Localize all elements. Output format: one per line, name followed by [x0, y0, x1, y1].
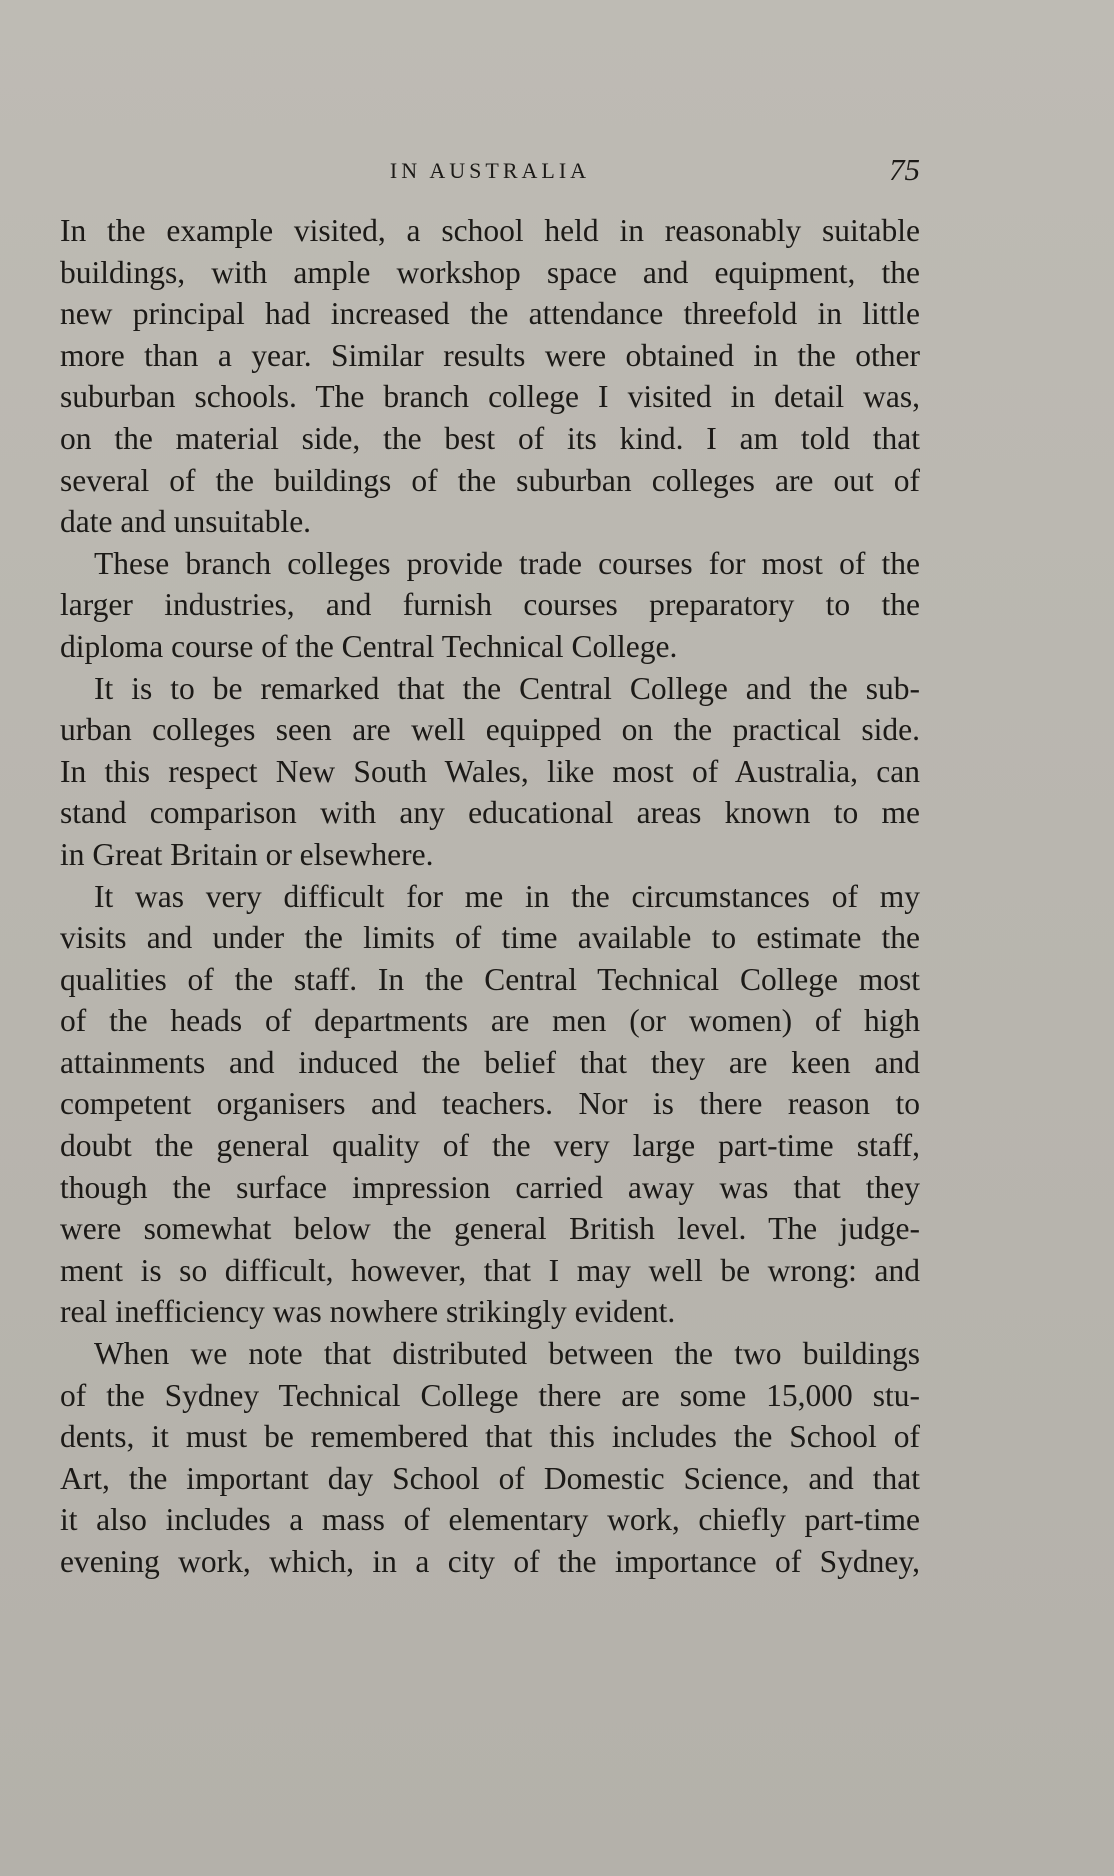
text-line: These branch colleges provide trade courses for most of the [94, 545, 920, 581]
text-line: larger industries, and furnish courses preparatory to the [60, 587, 920, 623]
paragraph-1 [60, 210, 920, 543]
text-line: of the heads of departments are men (or women) of high [60, 1003, 920, 1039]
paragraph-2 [60, 543, 920, 668]
text-line: more than a year. Similar results were obtained in the other [60, 337, 920, 373]
text-line: of the Sydney Technical College there are some 15,000 stu- [60, 1377, 920, 1413]
text-line: When we note that distributed between the two buildings [94, 1336, 920, 1372]
text-line: ment is so difficult, however, that I may well be wrong: and [60, 1252, 920, 1288]
text-line: it also includes a mass of elementary work, chiefly part-time [60, 1502, 920, 1538]
text-line: In the example visited, a school held in reasonably suitable [60, 213, 920, 248]
text-line: date and unsuitable. [60, 504, 312, 540]
text-line: several of the buildings of the suburban colleges are out of [60, 462, 920, 498]
text-line: though the surface impression carried away was that they [60, 1169, 920, 1205]
text-line: buildings, with ample workshop space and equipment, the [60, 254, 920, 290]
paragraph-3 [60, 668, 920, 876]
text-line: stand comparison with any educational areas known to me [60, 795, 920, 831]
text-line: in Great Britain or elsewhere. [60, 836, 434, 872]
text-line: It is to be remarked that the Central College and the sub- [94, 670, 920, 706]
text-line: It was very difficult for me in the circumstances of my [94, 878, 920, 914]
page-number: 75 [889, 152, 920, 187]
text-line: new principal had increased the attendance threefold in little [60, 296, 920, 332]
text-line: evening work, which, in a city of the importance of Sydney, [60, 1544, 920, 1579]
text-line: doubt the general quality of the very large part-time staff, [60, 1128, 920, 1164]
text-line: were somewhat below the general British level. The judge- [60, 1211, 920, 1247]
text-line: Art, the important day School of Domestic Science, and that [60, 1460, 920, 1496]
body-text [60, 210, 920, 1583]
running-head [60, 152, 920, 192]
text-line: urban colleges seen are well equipped on the practical side. [60, 712, 920, 748]
text-line: real inefficiency was nowhere strikingly evident. [60, 1294, 676, 1330]
text-line: visits and under the limits of time available to estimate the [60, 920, 920, 956]
text-line: diploma course of the Central Technical College. [60, 628, 678, 664]
text-line: suburban schools. The branch college I visited in detail was, [60, 379, 920, 415]
paragraph-5 [60, 1333, 920, 1583]
text-line: dents, it must be remembered that this includes the School of [60, 1419, 920, 1455]
text-line: qualities of the staff. In the Central Technical College most [60, 961, 920, 997]
text-line: competent organisers and teachers. Nor is there reason to [60, 1086, 920, 1122]
paragraph-4 [60, 876, 920, 1334]
text-line: on the material side, the best of its kind. I am told that [60, 420, 920, 456]
text-line: attainments and induced the belief that they are keen and [60, 1044, 920, 1080]
text-line: In this respect New South Wales, like most of Australia, can [60, 753, 920, 789]
running-title: IN AUSTRALIA [389, 158, 591, 183]
